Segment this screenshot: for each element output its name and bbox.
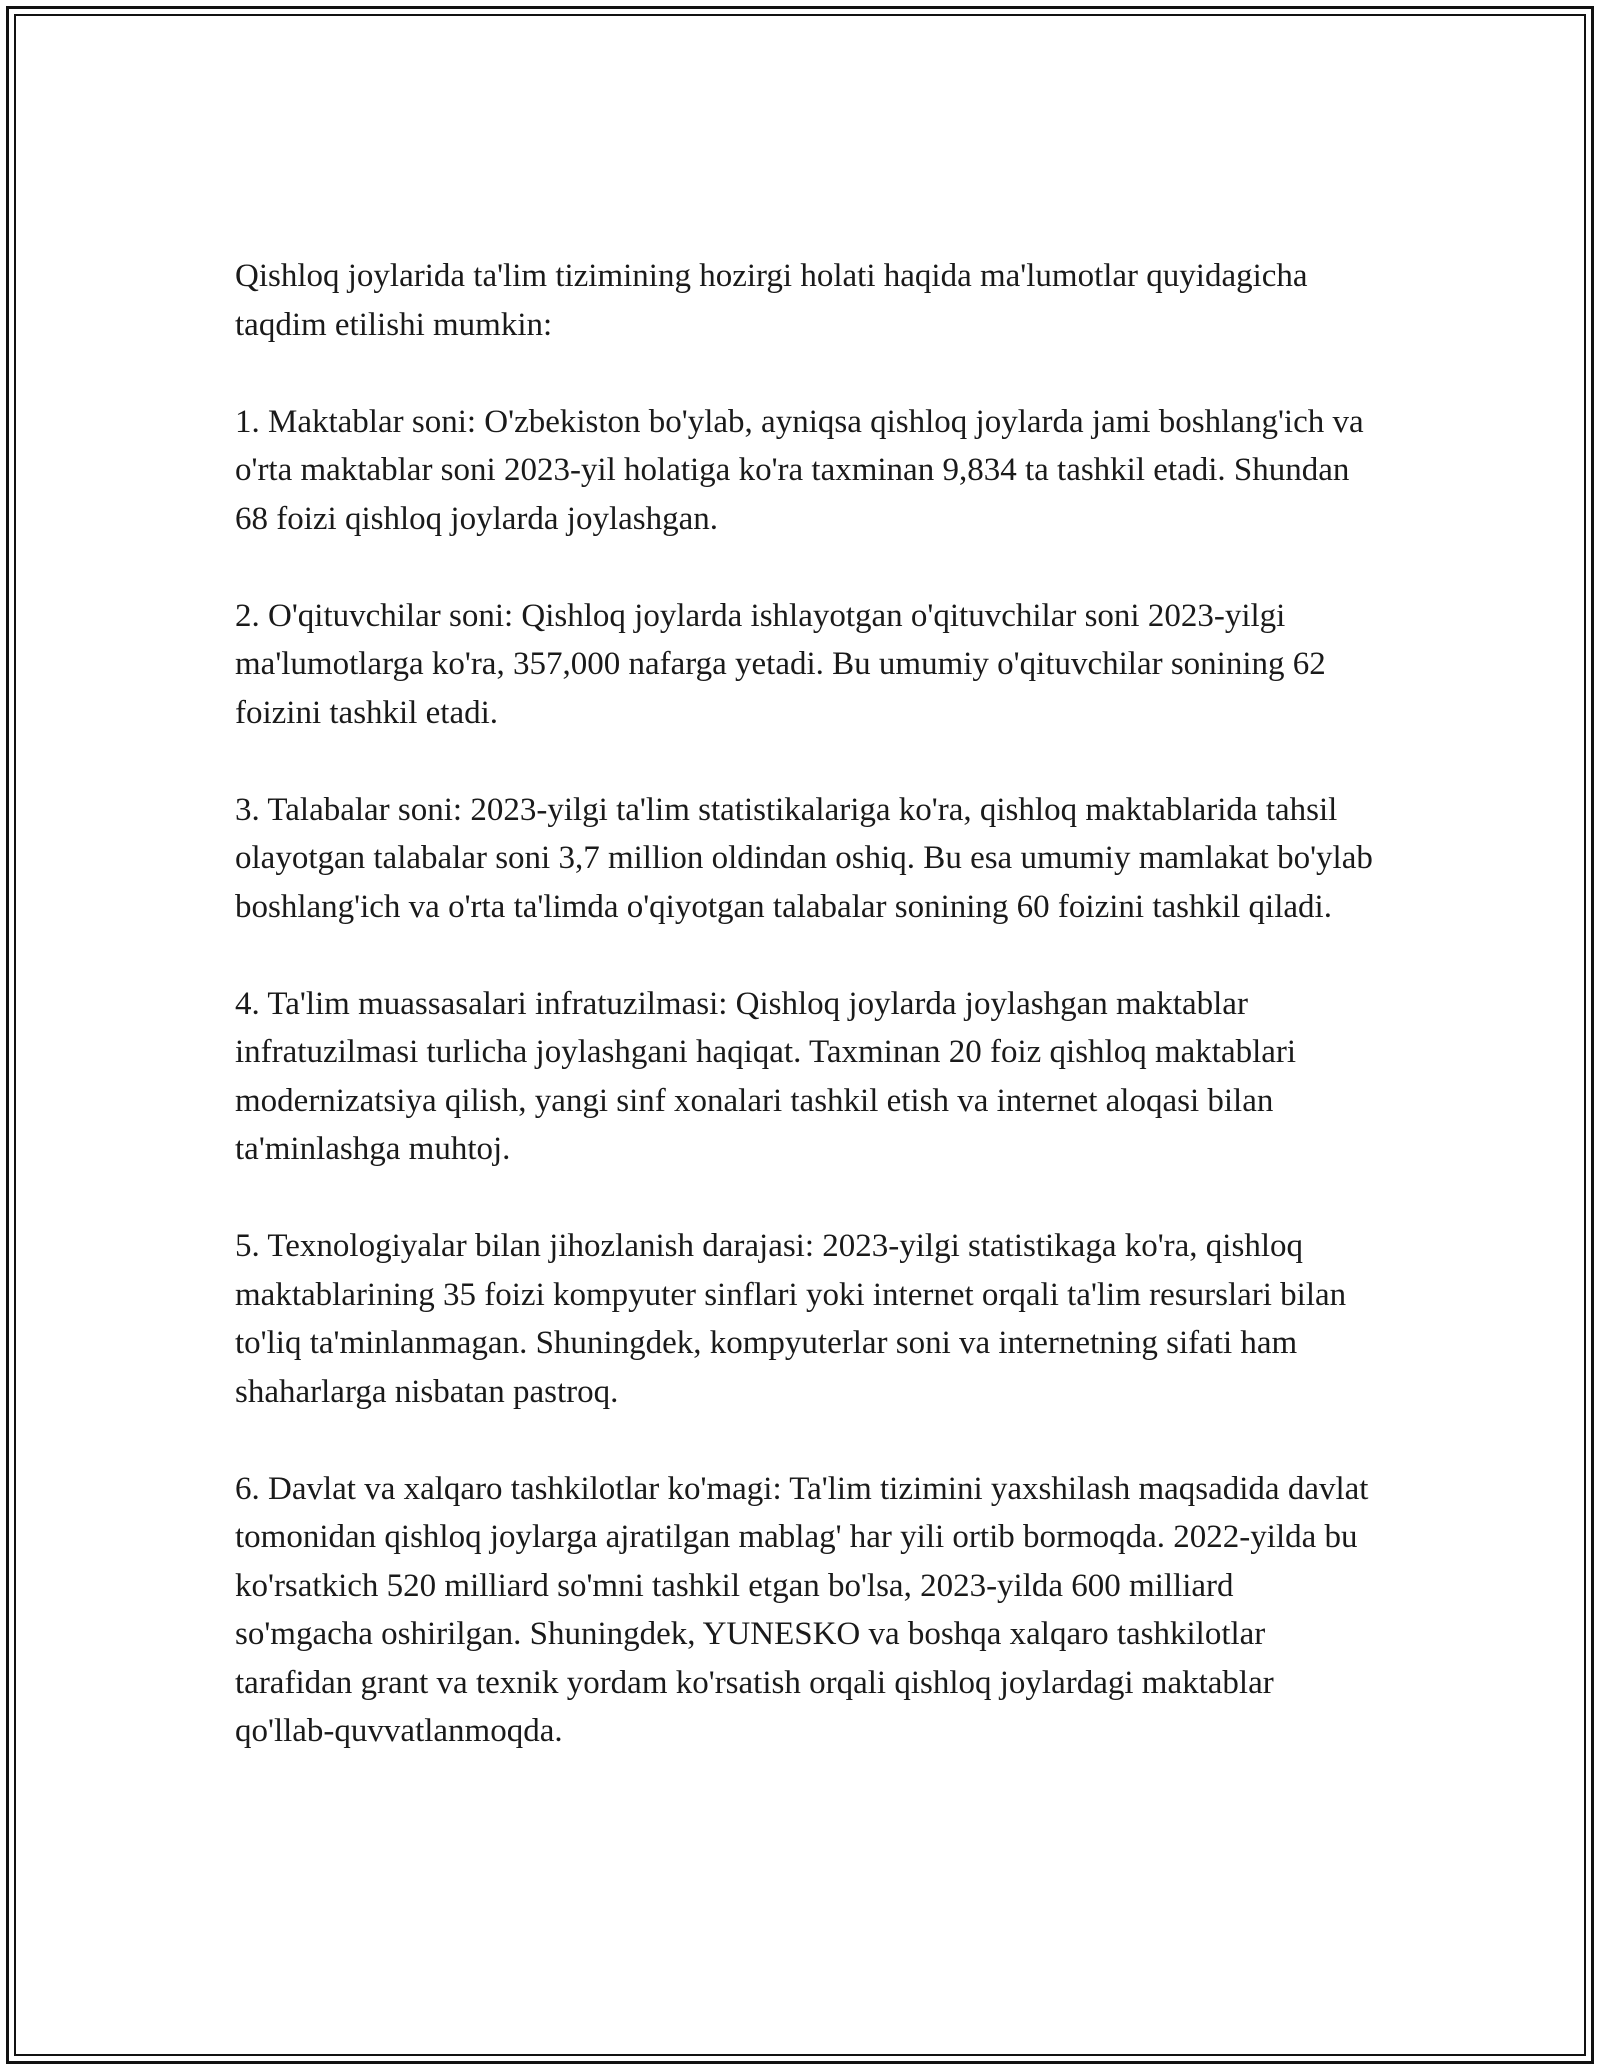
list-item-technology: 5. Texnologiyalar bilan jihozlanish darajasi: 2023-yilgi statistikaga ko'ra, qishloq maktablarining 35 foizi kompyuter sinflari yoki internet orqali ta'lim resurslari bilan to'liq ta'minlanmagan. Shuningdek, kompyuterlar soni va internetning sifati ham shaharlarga nisbatan pastroq. (235, 1228, 1347, 1410)
list-item-infrastructure: 4. Ta'lim muassasalari infratuzilmasi: Qishloq joylarda joylashgan maktablar infratuzilmasi turlicha joylashgani haqiqat. Taxminan 20 foiz qishloq maktablari modernizatsiya qilish, yangi sinf xonalari tashkil etish va internet aloqasi bilan ta'minlashga muhtoj. (235, 985, 1297, 1167)
list-item-support: 6. Davlat va xalqaro tashkilotlar ko'magi: Ta'lim tizimini yaxshilash maqsadida davlat tomonidan qishloq joylarga ajratilgan mablag' har yili ortib bormoqda. 2022-yilda bu ko'rsatkich 520 milliard so'mni tashkil etgan bo'lsa, 2023-yilda 600 milliard so'mgacha oshirilgan. Shuningdek, YUNESKO va boshqa xalqaro tashkilotlar tarafidan grant va texnik yordam ko'rsatish orqali qishloq joylardagi maktablar qo'llab-quvvatlanmoqda. (235, 1470, 1369, 1749)
list-item-schools: 1. Maktablar soni: O'zbekiston bo'ylab, ayniqsa qishloq joylarda jami boshlang'ich va o'rta maktablar soni 2023-yil holatiga ko'ra taxminan 9,834 ta tashkil etadi. Shundan 68 foizi qishloq joylarda joylashgan. (235, 403, 1364, 537)
document-body (235, 252, 1375, 1756)
list-item-teachers: 2. O'qituvchilar soni: Qishloq joylarda ishlayotgan o'qituvchilar soni 2023-yilgi ma'lumotlarga ko'ra, 357,000 nafarga yetadi. Bu umumiy o'qituvchilar sonining 62 foizini tashkil etadi. (235, 597, 1326, 731)
intro-paragraph: Qishloq joylarida ta'lim tizimining hozirgi holati haqida ma'lumotlar quyidagicha taqdim etilishi mumkin: (235, 258, 1308, 343)
list-item-students: 3. Talabalar soni: 2023-yilgi ta'lim statistikalariga ko'ra, qishloq maktablarida tahsil olayotgan talabalar soni 3,7 million oldindan oshiq. Bu esa umumiy mamlakat bo'ylab boshlang'ich va o'rta ta'limda o'qiyotgan talabalar sonining 60 foizini tashkil qiladi. (235, 791, 1373, 925)
